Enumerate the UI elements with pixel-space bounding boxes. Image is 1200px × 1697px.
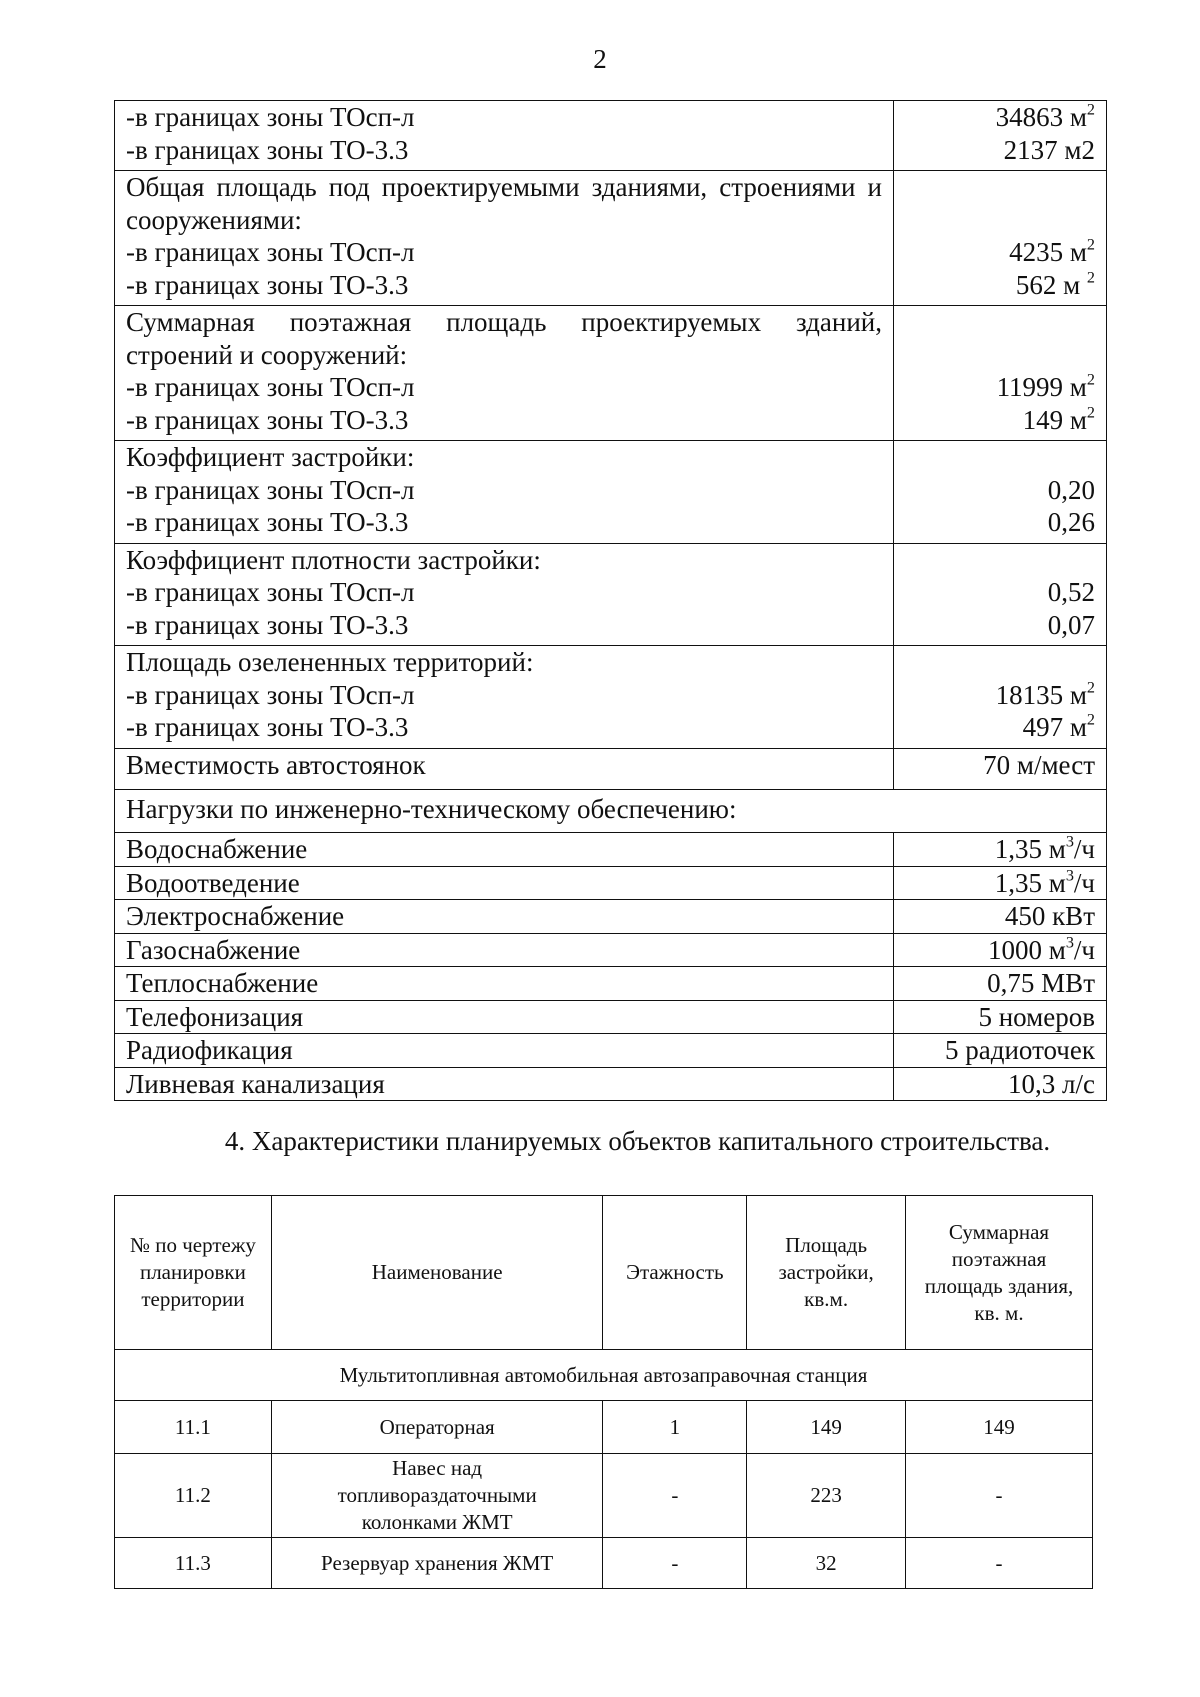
cell-total-area: - xyxy=(906,1454,1093,1538)
cell-floors: - xyxy=(603,1538,747,1589)
cell-number: 11.3 xyxy=(115,1538,272,1589)
value-suffix: /ч xyxy=(1073,834,1095,864)
cell-total-area: - xyxy=(906,1538,1093,1589)
value-text: 0,52 xyxy=(1047,577,1095,607)
value-text: 18135 м xyxy=(995,679,1087,710)
value-text: 5 радиоточек xyxy=(945,1035,1095,1065)
zone-label: -в границах зоны ТОсп-л xyxy=(126,372,415,402)
cell-footprint: 32 xyxy=(747,1538,906,1589)
value-text: 11999 м xyxy=(996,372,1087,402)
row-value-cell xyxy=(894,171,1107,306)
header-footprint: Площадь застройки, кв.м. xyxy=(747,1196,906,1350)
row-label-cell xyxy=(115,306,894,441)
cell-number: 11.1 xyxy=(115,1401,272,1454)
table-row xyxy=(115,441,1107,544)
engineering-row xyxy=(115,1067,1107,1101)
row-label-cell xyxy=(115,101,894,171)
table-row xyxy=(115,306,1107,441)
value-text: 34863 м xyxy=(995,102,1087,132)
engineering-row xyxy=(115,833,1107,867)
value-text: 1,35 м xyxy=(994,867,1066,898)
parking-label: Вместимость автостоянок xyxy=(115,748,894,789)
engineering-value xyxy=(894,967,1107,1001)
row-heading: Коэффициент плотности застройки: xyxy=(126,544,541,575)
objects-header-row xyxy=(115,1196,1093,1350)
engineering-value xyxy=(894,1034,1107,1068)
zone-label: -в границах зоны ТО-3.3 xyxy=(126,609,409,640)
table-row xyxy=(115,1401,1093,1454)
zone-value xyxy=(905,371,1095,404)
row-label-cell xyxy=(115,543,894,646)
engineering-value xyxy=(894,900,1107,934)
value-text: 0,26 xyxy=(1047,507,1095,537)
engineering-label: Водоотведение xyxy=(115,866,894,900)
value-text: 497 м xyxy=(1022,712,1087,742)
value-text: 0,75 МВт xyxy=(987,968,1095,998)
engineering-row xyxy=(115,1000,1107,1034)
group-row xyxy=(115,1350,1093,1401)
cell-footprint: 223 xyxy=(747,1454,906,1538)
engineering-row xyxy=(115,933,1107,967)
engineering-label: Водоснабжение xyxy=(115,833,894,867)
zone-label: -в границах зоны ТО-3.3 xyxy=(126,269,409,300)
row-heading: Коэффициент застройки: xyxy=(126,442,415,472)
zone-label: -в границах зоны ТОсп-л xyxy=(126,474,415,505)
cell-floors: - xyxy=(603,1454,747,1538)
cell-floors: 1 xyxy=(603,1401,747,1454)
value-superscript: 2 xyxy=(1086,268,1095,287)
engineering-label: Электроснабжение xyxy=(115,900,894,934)
page-number: 2 xyxy=(593,44,607,74)
engineering-row xyxy=(115,866,1107,900)
engineering-label: Телефонизация xyxy=(115,1000,894,1034)
table-row xyxy=(115,101,1107,171)
engineering-heading: Нагрузки по инженерно-техническому обеспечению: xyxy=(115,789,1107,833)
row-value-cell xyxy=(894,646,1107,749)
engineering-value xyxy=(894,1000,1107,1034)
value-text: 2137 м2 xyxy=(1003,134,1095,165)
zone-value xyxy=(905,576,1095,609)
engineering-row xyxy=(115,1034,1107,1068)
cell-name: Резервуар хранения ЖМТ xyxy=(271,1538,603,1589)
value-text: 4235 м xyxy=(1009,237,1087,267)
value-text: 10,3 л/с xyxy=(1008,1068,1095,1099)
cell-number: 11.2 xyxy=(115,1454,272,1538)
zone-value xyxy=(905,609,1095,642)
engineering-heading-row xyxy=(115,789,1107,833)
table-row xyxy=(115,1538,1093,1589)
zone-value xyxy=(905,134,1095,167)
zone-label: -в границах зоны ТО-3.3 xyxy=(126,507,409,537)
engineering-label: Газоснабжение xyxy=(115,933,894,967)
row-heading: Суммарная поэтажная площадь проектируемых зданий, строений и сооружений: xyxy=(126,307,882,370)
zone-label: -в границах зоны ТО-3.3 xyxy=(126,134,409,165)
objects-table xyxy=(114,1195,1093,1589)
zone-label: -в границах зоны ТО-3.3 xyxy=(126,404,409,435)
zone-value xyxy=(905,474,1095,507)
row-label-cell xyxy=(115,441,894,544)
section-title: 4. Характеристики планируемых объектов капитального строительства. xyxy=(224,1126,1051,1156)
row-value-cell xyxy=(894,543,1107,646)
table-row xyxy=(115,646,1107,749)
value-superscript: 3 xyxy=(1065,933,1074,952)
value-text: 1,35 м xyxy=(994,834,1066,864)
zone-label: -в границах зоны ТОсп-л xyxy=(126,679,415,710)
zone-value xyxy=(905,711,1095,744)
header-name: Наименование xyxy=(271,1196,603,1350)
zone-label: -в границах зоны ТОсп-л xyxy=(126,577,415,607)
table-row xyxy=(115,1454,1093,1538)
zone-label: -в границах зоны ТОсп-л xyxy=(126,102,415,132)
cell-total-area: 149 xyxy=(906,1401,1093,1454)
table-row xyxy=(115,543,1107,646)
parking-value: 70 м/мест xyxy=(894,748,1107,789)
zone-value xyxy=(905,269,1095,302)
row-label-cell xyxy=(115,171,894,306)
engineering-value xyxy=(894,866,1107,900)
parking-row xyxy=(115,748,1107,789)
engineering-label: Ливневая канализация xyxy=(115,1067,894,1101)
value-text: 5 номеров xyxy=(978,1001,1095,1032)
value-superscript: 2 xyxy=(1086,235,1095,254)
engineering-label: Радиофикация xyxy=(115,1034,894,1068)
value-superscript: 3 xyxy=(1065,832,1074,851)
value-text: 0,07 xyxy=(1047,609,1095,640)
header-floors: Этажность xyxy=(603,1196,747,1350)
table-row xyxy=(115,171,1107,306)
engineering-row xyxy=(115,967,1107,1001)
row-heading: Площадь озелененных территорий: xyxy=(126,647,534,677)
row-value-cell xyxy=(894,306,1107,441)
zone-label: -в границах зоны ТОсп-л xyxy=(126,237,415,267)
zone-value xyxy=(905,236,1095,269)
value-superscript: 2 xyxy=(1086,678,1095,697)
zone-value xyxy=(905,506,1095,539)
cell-footprint: 149 xyxy=(747,1401,906,1454)
value-superscript: 2 xyxy=(1086,403,1095,422)
header-total-area: Суммарная поэтажная площадь здания, кв. м. xyxy=(906,1196,1093,1350)
value-text: 149 м xyxy=(1022,404,1087,435)
value-text: 562 м xyxy=(1015,269,1087,300)
value-superscript: 2 xyxy=(1086,100,1095,119)
row-value-cell xyxy=(894,441,1107,544)
row-value-cell xyxy=(894,101,1107,171)
parameters-table xyxy=(114,100,1107,1101)
header-number: № по чертежу планировки территории xyxy=(115,1196,272,1350)
zone-value xyxy=(905,679,1095,712)
engineering-label: Теплоснабжение xyxy=(115,967,894,1001)
value-text: 1000 м xyxy=(987,934,1066,965)
engineering-value xyxy=(894,1067,1107,1101)
zone-value xyxy=(905,404,1095,437)
engineering-row xyxy=(115,900,1107,934)
value-superscript: 2 xyxy=(1086,370,1095,389)
zone-value xyxy=(905,101,1095,134)
cell-name: Навес над топливораздаточными колонками ЖМТ xyxy=(271,1454,603,1538)
zone-label: -в границах зоны ТО-3.3 xyxy=(126,712,409,742)
value-superscript: 3 xyxy=(1065,866,1074,885)
engineering-value xyxy=(894,933,1107,967)
row-label-cell xyxy=(115,646,894,749)
value-suffix: /ч xyxy=(1073,934,1095,965)
value-suffix: /ч xyxy=(1073,867,1095,898)
cell-name: Операторная xyxy=(271,1401,603,1454)
value-superscript: 2 xyxy=(1086,710,1095,729)
group-title: Мультитопливная автомобильная автозаправочная станция xyxy=(115,1350,1093,1401)
value-text: 450 кВт xyxy=(1004,901,1095,931)
row-heading: Общая площадь под проектируемыми зданиями, строениями и сооружениями: xyxy=(126,172,882,235)
engineering-value xyxy=(894,833,1107,867)
value-text: 0,20 xyxy=(1047,474,1095,505)
